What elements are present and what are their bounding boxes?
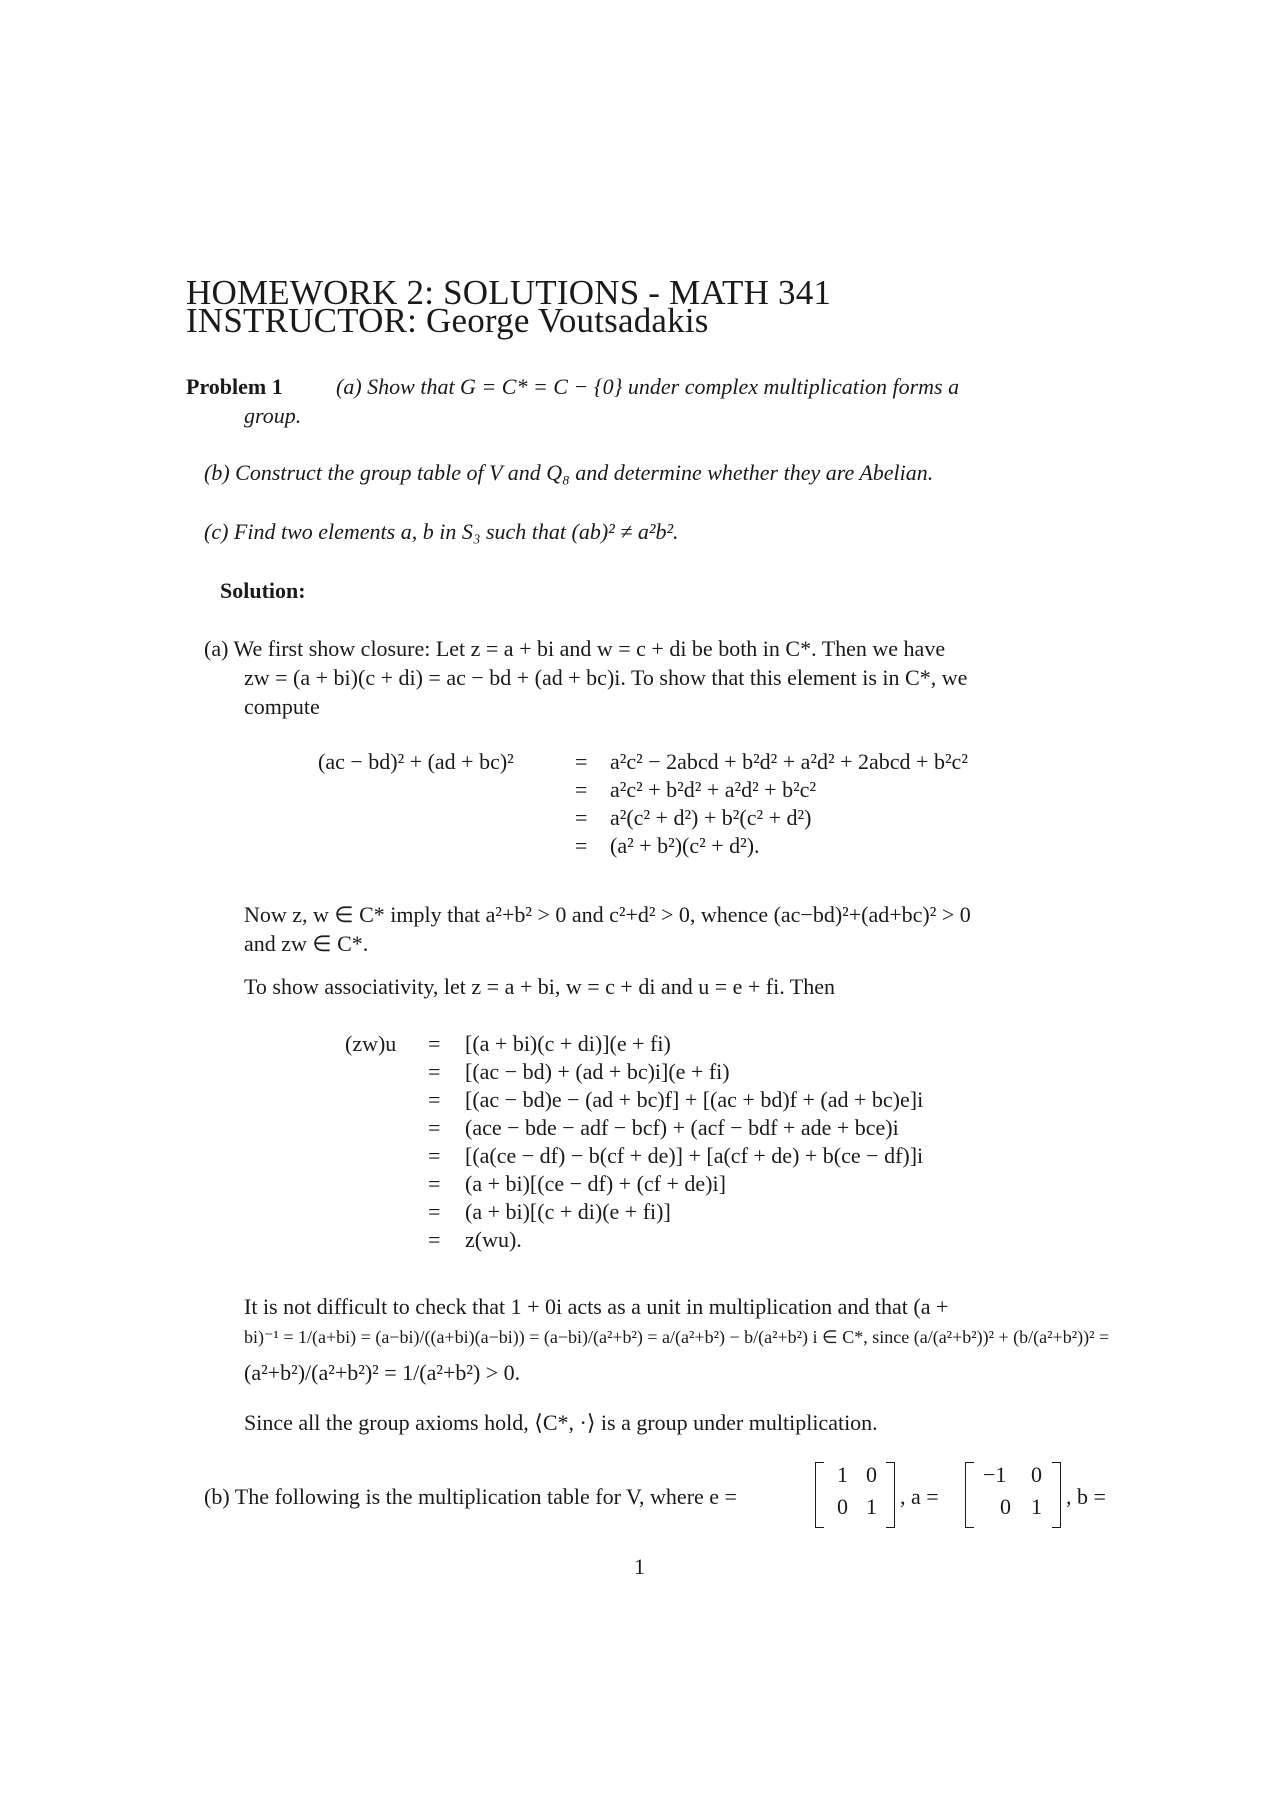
matrix-entry: 1 [1031, 1494, 1042, 1519]
eq1-rhs-line: a²c² − 2abcd + b²d² + a²d² + 2abcd + b²c² [610, 749, 968, 774]
solution-a-line-2: zw = (a + bi)(c + di) = ac − bd + (ad + bc)i. To show that this element is in C*, we [244, 665, 968, 690]
eq2-equals: = [428, 1227, 441, 1252]
problem-part-b: (b) Construct the group table of V and Q₈ and determine whether they are Abelian. [204, 460, 934, 485]
eq2-equals: = [428, 1087, 441, 1112]
eq2-rhs-line: [(a + bi)(c + di)](e + fi) [465, 1031, 671, 1056]
solution-a-line-3: compute [244, 694, 320, 719]
eq2-rhs-line: (ace − bde − adf − bcf) + (acf − bdf + ade + bce)i [465, 1115, 899, 1140]
solution-b-sep-b: , b = [1066, 1484, 1106, 1509]
matrix-entry: 1 [866, 1494, 877, 1519]
eq1-equals: = [575, 749, 588, 774]
matrix-entry: 0 [837, 1494, 848, 1519]
eq2-rhs-line: z(wu). [465, 1227, 522, 1252]
solution-a-para-2-line-1: Now z, w ∈ C* imply that a²+b² > 0 and c²+d² > 0, whence (ac−bd)²+(ad+bc)² > 0 [244, 902, 971, 927]
solution-a-para-5: Since all the group axioms hold, ⟨C*, ·⟩ is a group under multiplication. [244, 1410, 878, 1435]
page-number: 1 [634, 1554, 645, 1579]
eq2-equals: = [428, 1059, 441, 1084]
matrix-entry: 1 [837, 1462, 848, 1487]
solution-b-sep-a: , a = [900, 1484, 939, 1509]
eq1-lhs: (ac − bd)² + (ad + bc)² [318, 749, 514, 774]
solution-a-para-4-line-1: It is not difficult to check that 1 + 0i acts as a unit in multiplication and that (a + [244, 1294, 949, 1319]
solution-a-para-4-line-3: (a²+b²)/(a²+b²)² = 1/(a²+b²) > 0. [244, 1360, 521, 1385]
title-line-2: INSTRUCTOR: George Voutsadakis [186, 301, 709, 340]
eq2-equals: = [428, 1115, 441, 1140]
eq1-equals: = [575, 805, 588, 830]
eq2-rhs-line: [(ac − bd) + (ad + bc)i](e + fi) [465, 1059, 730, 1084]
matrix-entry: 0 [1031, 1462, 1042, 1487]
solution-a-para-4-line-2: bi)⁻¹ = 1/(a+bi) = (a−bi)/((a+bi)(a−bi)) = (a−bi)/(a²+b²) = a/(a²+b²) − b/(a²+b²) i ∈ C*, since (a/(a²+b²))² + (b/(a²+b²))² = [244, 1327, 1110, 1347]
problem-part-c: (c) Find two elements a, b in S₃ such that (ab)² ≠ a²b². [204, 519, 679, 544]
matrix-bracket-right [886, 1462, 895, 1528]
problem-part-a: (a) Show that G = C* = C − {0} under complex multiplication forms a [336, 374, 960, 399]
matrix-entry: −1 [983, 1462, 1007, 1487]
eq1-rhs-line: (a² + b²)(c² + d²). [610, 833, 760, 858]
problem-label: Problem 1 [186, 374, 283, 399]
eq1-equals: = [575, 777, 588, 802]
solution-label: Solution: [220, 578, 306, 603]
solution-b-intro: (b) The following is the multiplication table for V, where e = [204, 1484, 737, 1509]
eq1-rhs-line: a²c² + b²d² + a²d² + b²c² [610, 777, 817, 802]
solution-a-line-1: (a) We first show closure: Let z = a + bi and w = c + di be both in C*. Then we have [204, 636, 946, 661]
matrix-bracket-left [965, 1462, 974, 1528]
title-line-1: HOMEWORK 2: SOLUTIONS - MATH 341 [186, 273, 832, 312]
matrix-bracket-right [1052, 1462, 1061, 1528]
matrix-bracket-left [815, 1462, 824, 1528]
matrix-entry: 0 [1000, 1494, 1011, 1519]
eq2-rhs-line: (a + bi)[(ce − df) + (cf + de)i] [465, 1171, 726, 1196]
eq1-equals: = [575, 833, 588, 858]
matrix-entry: 0 [866, 1462, 877, 1487]
solution-a-para-3: To show associativity, let z = a + bi, w = c + di and u = e + fi. Then [244, 974, 836, 999]
eq2-lhs: (zw)u [345, 1031, 397, 1056]
eq2-equals: = [428, 1171, 441, 1196]
eq2-equals: = [428, 1031, 441, 1056]
eq2-rhs-line: [(a(ce − df) − b(cf + de)] + [a(cf + de) + b(ce − df)]i [465, 1143, 924, 1168]
eq2-equals: = [428, 1199, 441, 1224]
problem-part-a-cont: group. [244, 403, 302, 428]
eq2-rhs-line: [(ac − bd)e − (ad + bc)f] + [(ac + bd)f + (ad + bc)e]i [465, 1087, 924, 1112]
eq1-rhs-line: a²(c² + d²) + b²(c² + d²) [610, 805, 812, 830]
eq2-rhs-line: (a + bi)[(c + di)(e + fi)] [465, 1199, 671, 1224]
solution-a-para-2-line-2: and zw ∈ C*. [244, 931, 369, 956]
eq2-equals: = [428, 1143, 441, 1168]
